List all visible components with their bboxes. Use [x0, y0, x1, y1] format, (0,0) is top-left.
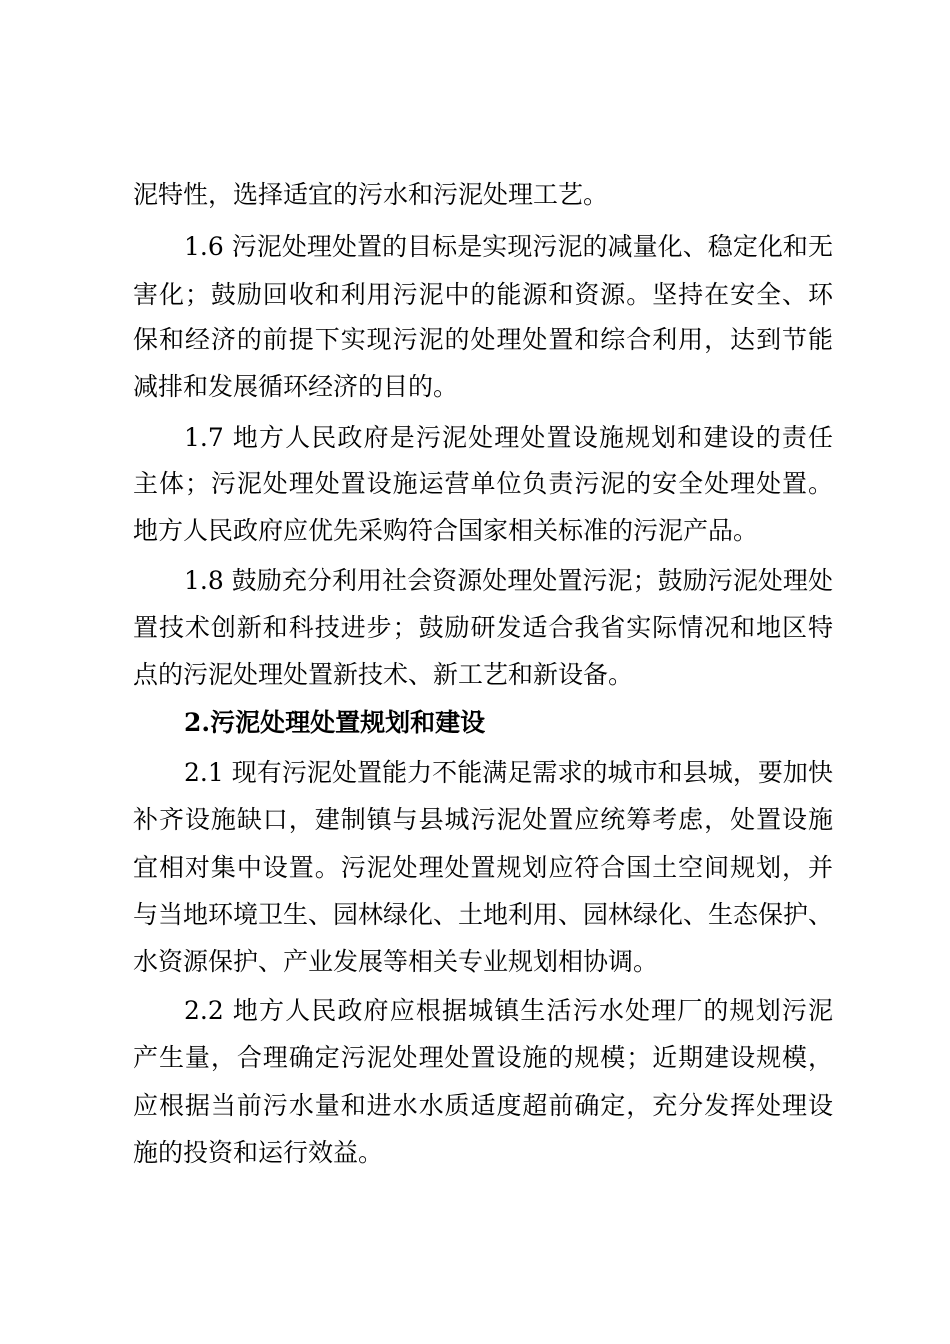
- paragraph-1-7-line-1: 1.7 地方人民政府是污泥处理处置设施规划和建设的责任: [184, 423, 833, 452]
- paragraph-2-2-line-4: 施的投资和运行效益。: [133, 1138, 384, 1167]
- paragraph-1-6-line-4: 减排和发展循环经济的目的。: [133, 372, 459, 401]
- paragraph-2-2-line-2: 产生量，合理确定污泥处理处置设施的规模；近期建设规模，: [133, 1043, 833, 1072]
- paragraph-2-1-line-3: 宜相对集中设置。污泥处理处置规划应符合国土空间规划，并: [133, 853, 833, 882]
- paragraph-2-1-line-4: 与当地环境卫生、园林绿化、土地利用、园林绿化、生态保护、: [133, 900, 834, 929]
- paragraph-2-2-line-3: 应根据当前污水量和进水水质适度超前确定，充分发挥处理设: [133, 1091, 833, 1120]
- paragraph-1-7-line-3: 地方人民政府应优先采购符合国家相关标准的污泥产品。: [133, 516, 759, 545]
- paragraph-2-1-line-1: 2.1 现有污泥处置能力不能满足需求的城市和县城，要加快: [184, 758, 833, 787]
- paragraph-2-1-line-2: 补齐设施缺口，建制镇与县城污泥处置应统筹考虑，处置设施: [133, 805, 833, 834]
- paragraph-2-2-line-1: 2.2 地方人民政府应根据城镇生活污水处理厂的规划污泥: [184, 996, 833, 1025]
- section-heading-2: 2.污泥处理处置规划和建设: [184, 708, 486, 737]
- paragraph-1-8-line-3: 点的污泥处理处置新技术、新工艺和新设备。: [133, 660, 634, 689]
- paragraph-1-7-line-2: 主体；污泥处理处置设施运营单位负责污泥的安全处理处置。: [133, 469, 833, 498]
- paragraph-continuation-line: 泥特性，选择适宜的污水和污泥处理工艺。: [133, 180, 609, 209]
- paragraph-2-1-line-5: 水资源保护、产业发展等相关专业规划相协调。: [133, 947, 659, 976]
- paragraph-1-8-line-2: 置技术创新和科技进步；鼓励研发适合我省实际情况和地区特: [133, 613, 833, 642]
- paragraph-1-8-line-1: 1.8 鼓励充分利用社会资源处理处置污泥；鼓励污泥处理处: [184, 566, 833, 595]
- paragraph-1-6-line-1: 1.6 污泥处理处置的目标是实现污泥的减量化、稳定化和无: [184, 232, 833, 261]
- paragraph-1-6-line-2: 害化；鼓励回收和利用污泥中的能源和资源。坚持在安全、环: [133, 280, 833, 309]
- paragraph-1-6-line-3: 保和经济的前提下实现污泥的处理处置和综合利用，达到节能: [133, 325, 833, 354]
